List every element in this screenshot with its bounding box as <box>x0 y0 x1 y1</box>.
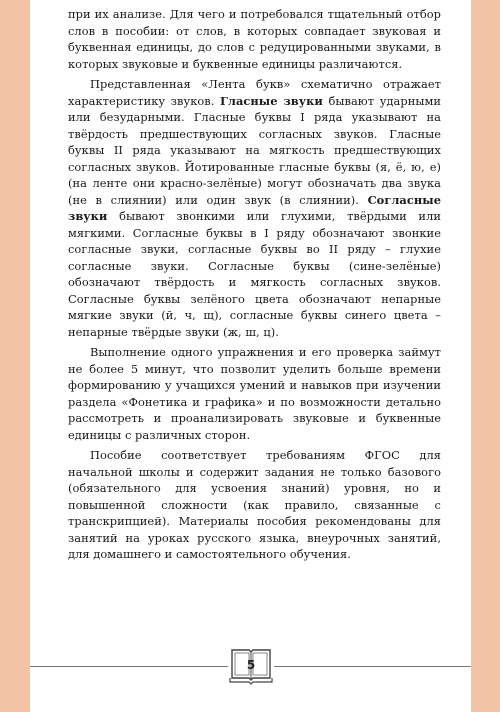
page-footer <box>30 642 471 712</box>
paragraph-4: Пособие соответствует требованиям ФГОС для начальной школы и содержит задания не только базового (обязательного для усвоения знаний) уровня, но и повышенной сложности (как правило, связанные с транскрипцией). Материалы пособия рекомендованы для занятий на уроках русского языка, внеурочных занятий, для домашнего и самостоятельного обучения. <box>68 448 441 561</box>
page-number: 5 <box>246 658 256 672</box>
term-consonant-sounds: Согласные звуки <box>68 192 442 223</box>
open-book-icon <box>228 644 274 686</box>
paragraph-2-vowels: бывают ударными или безударными. Гласные буквы I ряда указывают на твёрдость предшествующих согласных звуков. Гласные буквы II ряда указывают на мягкость предшествующих согласных звуков. Йотированные гласные буквы (я, ё, ю, е) (на ленте они красно-зелёные) могут обозначать два звука (не в слиянии) или один звук (в слиянии). <box>68 93 442 207</box>
paragraph-2 <box>68 76 441 340</box>
paragraph-2-intro: Представленная «Лента букв» схематично отражает характеристику звуков. <box>68 77 441 108</box>
paragraph-1: при их анализе. Для чего и потребовался тщательный отбор слов в пособии: от слов, в которых совпадает звуковая и буквенная единицы, до слов с редуцированными звуками, в которых звуковые и буквенные единицы различаются. <box>68 7 441 71</box>
page <box>30 0 471 712</box>
paragraph-2-consonants: бывают звонкими или глухими, твёрдыми или мягкими. Согласные буквы в I ряду обозначают звонкие согласные звуки, согласные буквы во II ряду – глухие согласные звуки. Согласные буквы (сине-зелёные) обозначают твёрдость и мягкость согласных звуков. Согласные буквы зелёного цвета обозначают непарные мягкие звуки (й, ч, щ), согласные буквы синего цвета – непарные твёрдые звуки (ж, ш, ц). <box>68 209 441 339</box>
term-vowel-sounds: Гласные звуки <box>220 93 323 108</box>
paragraph-3: Выполнение одного упражнения и его проверка займут не более 5 минут, что позволит уделить больше времени формированию у учащихся умений и навыков при изучении раздела «Фонетика и графика» и по возможности детально рассмотреть и проанализировать звуковые и буквенные единицы с различных сторон. <box>68 345 441 442</box>
body-text <box>30 6 471 563</box>
